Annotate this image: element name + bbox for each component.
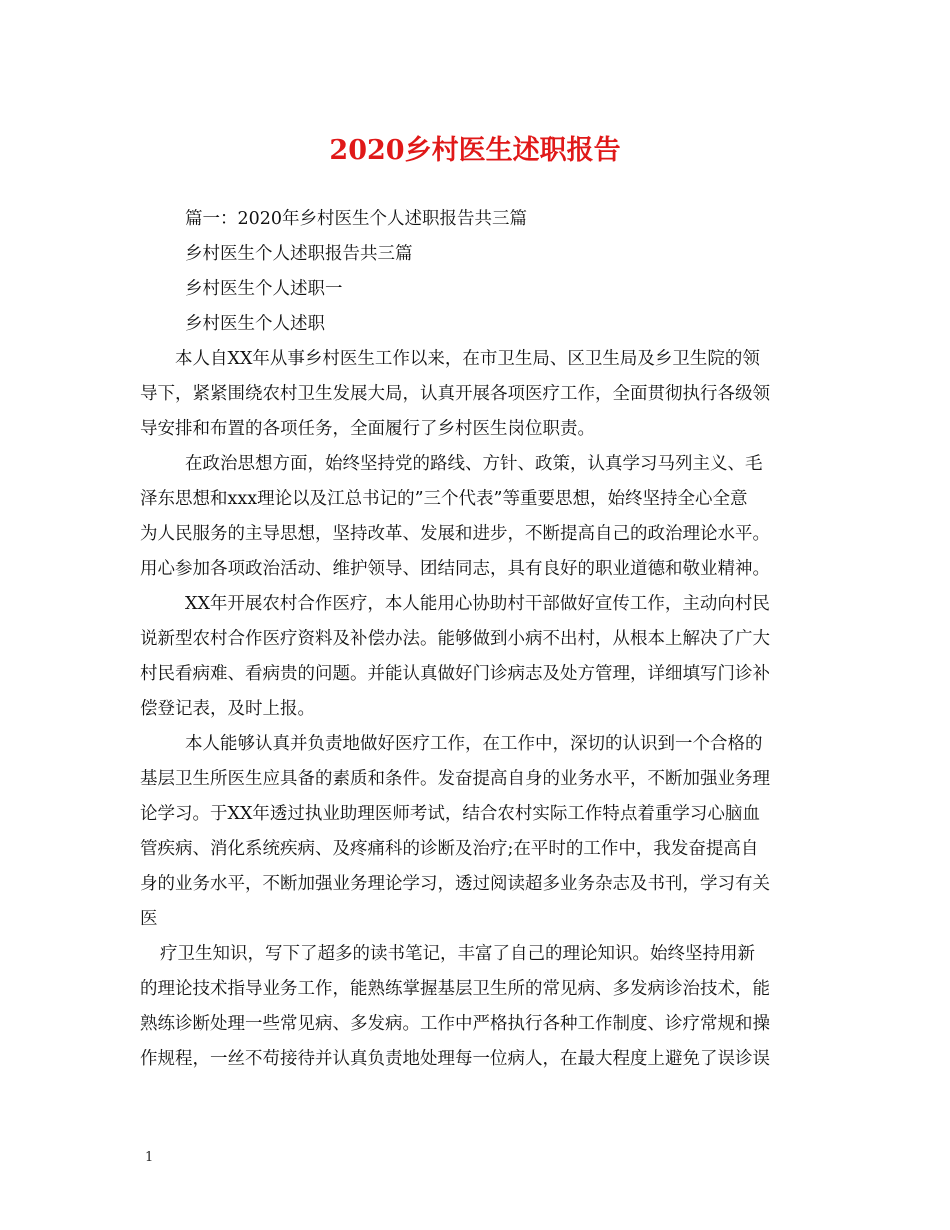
text-line: 论学习。于XX年透过执业助理医师考试，结合农村实际工作特点着重学习心脑血: [140, 804, 760, 824]
text-line: 为人民服务的主导思想，坚持改革、发展和进步，不断提高自己的政治理论水平。: [140, 524, 770, 544]
text-line: XX年开展农村合作医疗，本人能用心协助村干部做好宣传工作，主动向村民: [185, 594, 770, 614]
text-line: 身的业务水平，不断加强业务理论学习，透过阅读超多业务杂志及书刊，学习有关: [140, 874, 770, 894]
text-line: 疗卫生知识，写下了超多的读书笔记，丰富了自己的理论知识。始终坚持用新: [160, 944, 755, 964]
text-line: 基层卫生所医生应具备的素质和条件。发奋提高自身的业务水平，不断加强业务理: [140, 769, 770, 789]
text-line: 的理论技术指导业务工作，能熟练掌握基层卫生所的常见病、多发病诊治技术，能: [140, 979, 770, 999]
text-line: 泽东思想和xxx理论以及江总书记的”三个代表”等重要思想，始终坚持全心全意: [140, 489, 748, 509]
text-line: 乡村医生个人述职报告共三篇: [185, 244, 413, 264]
text-line: 作规程，一丝不苟接待并认真负责地处理每一位病人，在最大程度上避免了误诊误: [140, 1049, 770, 1069]
text-line: 导下，紧紧围绕农村卫生发展大局，认真开展各项医疗工作，全面贯彻执行各级领: [140, 384, 770, 404]
page-number: 1: [145, 1150, 154, 1165]
text-line: 乡村医生个人述职一: [185, 279, 343, 299]
document-body: [140, 202, 820, 1077]
text-line: 说新型农村合作医疗资料及补偿办法。能够做到小病不出村，从根本上解决了广大: [140, 629, 770, 649]
text-line: 在政治思想方面，始终坚持党的路线、方针、政策，认真学习马列主义、毛: [185, 454, 763, 474]
text-line: 偿登记表，及时上报。: [140, 699, 315, 719]
text-line: 乡村医生个人述职: [185, 314, 325, 334]
document-title: 2020乡村医生述职报告: [329, 135, 621, 166]
text-line: 篇一：2020年乡村医生个人述职报告共三篇: [185, 209, 528, 229]
text-line: 本人自XX年从事乡村医生工作以来，在市卫生局、区卫生局及乡卫生院的领: [175, 349, 760, 369]
text-line: 村民看病难、看病贵的问题。并能认真做好门诊病志及处方管理，详细填写门诊补: [140, 664, 770, 684]
text-line: 导安排和布置的各项任务，全面履行了乡村医生岗位职责。: [140, 419, 595, 439]
text-line: 熟练诊断处理一些常见病、多发病。工作中严格执行各种工作制度、诊疗常规和操: [140, 1014, 770, 1034]
text-line: 管疾病、消化系统疾病、及疼痛科的诊断及治疗;在平时的工作中，我发奋提高自: [140, 839, 759, 859]
text-line: 本人能够认真并负责地做好医疗工作，在工作中，深切的认识到一个合格的: [185, 734, 763, 754]
text-line: 用心参加各项政治活动、维护领导、团结同志，具有良好的职业道德和敬业精神。: [140, 559, 770, 579]
text-line: 医: [140, 909, 158, 929]
